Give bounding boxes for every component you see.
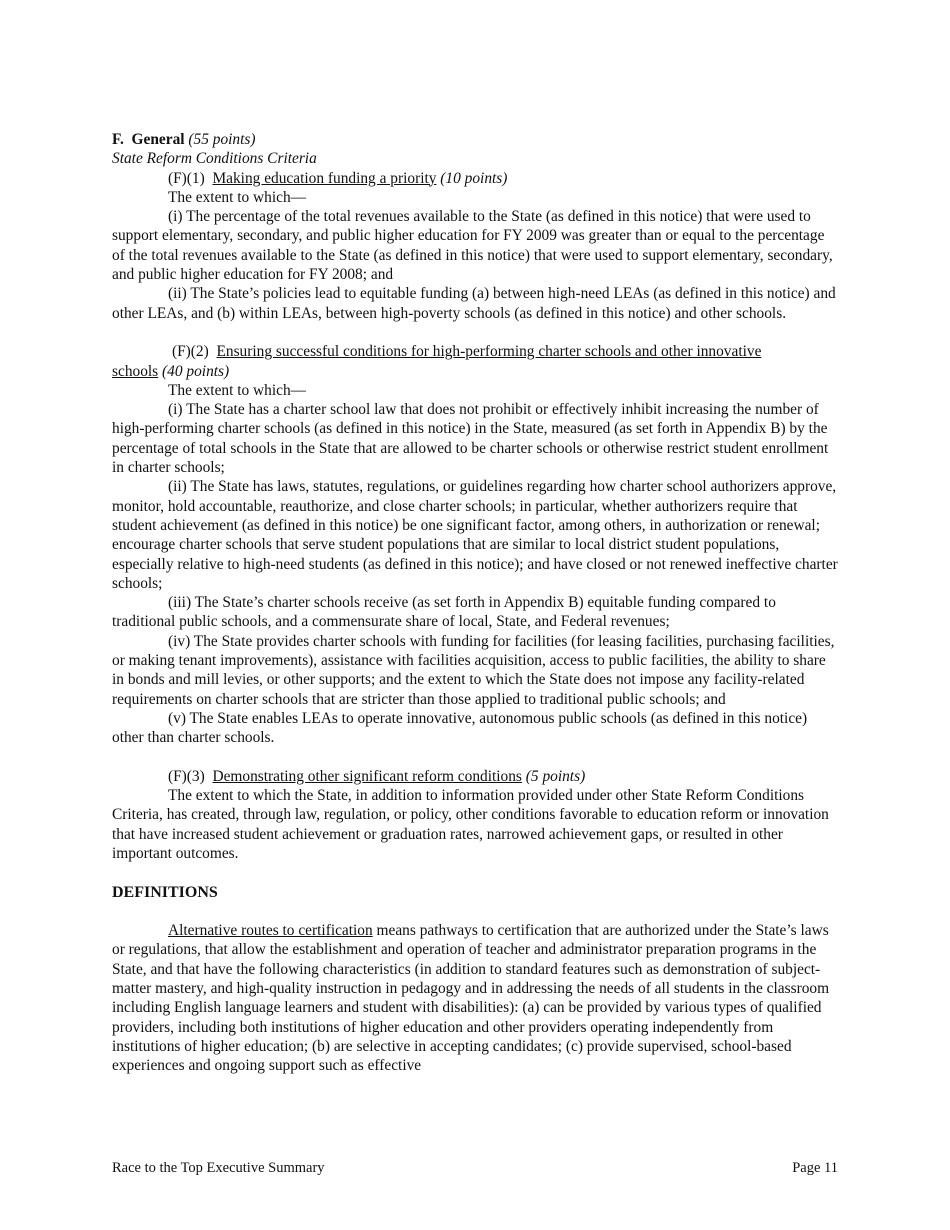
criterion-f3-number: (F)(3) <box>168 767 205 785</box>
criterion-f2-item-ii: (ii) The State has laws, statutes, regulations, or guidelines regarding how charter school authorizers approve, monitor, hold accountable, reauthorize, and close charter schools; in particular, whether authorizers require that student achievement (as defined in this notice) be one significant factor, among others, in authorization or renewal; encourage charter schools that serve student populations that are similar to local district student populations, especially relative to high-need students (as defined in this notice); and have closed or not renewed ineffective charter schools; <box>112 478 838 592</box>
criterion-f1-points: (10 points) <box>440 169 508 187</box>
criterion-f1-heading <box>112 169 838 188</box>
criterion-f2-heading <box>112 342 838 361</box>
criterion-f2-heading-cont <box>112 362 838 381</box>
criterion-f1-title: Making education funding a priority <box>212 169 437 187</box>
criterion-f3-body: The extent to which the State, in addition to information provided under other State Reform Conditions Criteria, has created, through law, regulation, or policy, other conditions favorable to education reform or innovation that have increased student achievement or graduation rates, narrowed achievement gaps, or resulted in other important outcomes. <box>112 787 829 862</box>
section-points: (55 points) <box>188 131 256 148</box>
definition-term: Alternative routes to certification <box>168 922 373 940</box>
criterion-f2-item-iii: (iii) The State’s charter schools receive (as set forth in Appendix B) equitable funding compared to traditional public schools, and a commensurate share of local, State, and Federal revenues; <box>112 594 776 631</box>
criterion-f2-points: (40 points) <box>162 362 230 380</box>
footer-title: Race to the Top Executive Summary <box>112 1160 325 1176</box>
criterion-f2-item-v: (v) The State enables LEAs to operate innovative, autonomous public schools (as defined in this notice) other than charter schools. <box>112 709 808 747</box>
section-title: General <box>131 131 185 148</box>
page-number: Page 11 <box>792 1160 838 1176</box>
criterion-f1-intro: The extent to which— <box>168 188 307 206</box>
criterion-f3-title: Demonstrating other significant reform conditions <box>212 767 522 785</box>
criterion-f3-heading <box>112 767 838 786</box>
criterion-f2-item-i: (i) The State has a charter school law that does not prohibit or effectively inhibit increasing the number of high-performing charter schools (as defined in this notice) in the State, measured (as set forth in Appendix B) by the percentage of total schools in the State that are allowed to be charter schools or otherwise restrict student enrollment in charter schools; <box>112 401 829 477</box>
criterion-f2-title-b: schools <box>112 362 159 380</box>
criterion-f2-number: (F)(2) <box>172 343 209 361</box>
criterion-f2-title-a: Ensuring successful conditions for high-performing charter schools and other innovative <box>216 343 762 361</box>
definition-alternative-routes <box>112 921 838 1075</box>
definitions-heading: DEFINITIONS <box>112 883 218 901</box>
criterion-f1-number: (F)(1) <box>168 169 205 187</box>
page-body <box>112 130 838 1076</box>
criterion-f2-intro: The extent to which— <box>168 381 307 399</box>
criterion-f3-points: (5 points) <box>525 767 586 785</box>
definition-body: means pathways to certification that are authorized under the State’s laws or regulations, that allow the establishment and operation of teacher and administrator preparation programs in the State, and that have the following characteristics (in addition to standard features such as demonstration of subject-matter mastery, and high-quality instruction in pedagogy and in addressing the needs of all students in the classroom including English language learners and student with disabilities): (a) can be provided by various types of qualified providers, including both institutions of higher education and other providers operating independently from institutions of higher education; (b) are selective in accepting candidates; (c) provide supervised, school-based experiences and ongoing support such as effective <box>112 922 830 1075</box>
criterion-f1-item-ii: (ii) The State’s policies lead to equitable funding (a) between high-need LEAs (as defined in this notice) and other LEAs, and (b) within LEAs, between high-poverty schools (as defined in this notice) and other schools. <box>112 285 836 322</box>
section-heading <box>112 130 838 149</box>
criterion-f1-item-i: (i) The percentage of the total revenues available to the State (as defined in this notice) that were used to support elementary, secondary, and public higher education for FY 2009 was greater than or equal to the percentage of the total revenues available to the State (as defined in this notice) that were used to support elementary, secondary, and public higher education for FY 2008; and <box>112 208 833 284</box>
criterion-f2-item-iv: (iv) The State provides charter schools with funding for facilities (for leasing facilities, purchasing facilities, or making tenant improvements), assistance with facilities acquisition, access to public facilities, the ability to share in bonds and mill levies, or other supports; and the extent to which the State does not impose any facility-related requirements on charter schools that are stricter than those applied to traditional public schools; and <box>112 632 835 708</box>
section-subtitle: State Reform Conditions Criteria <box>112 150 317 168</box>
section-letter: F. <box>112 131 124 148</box>
